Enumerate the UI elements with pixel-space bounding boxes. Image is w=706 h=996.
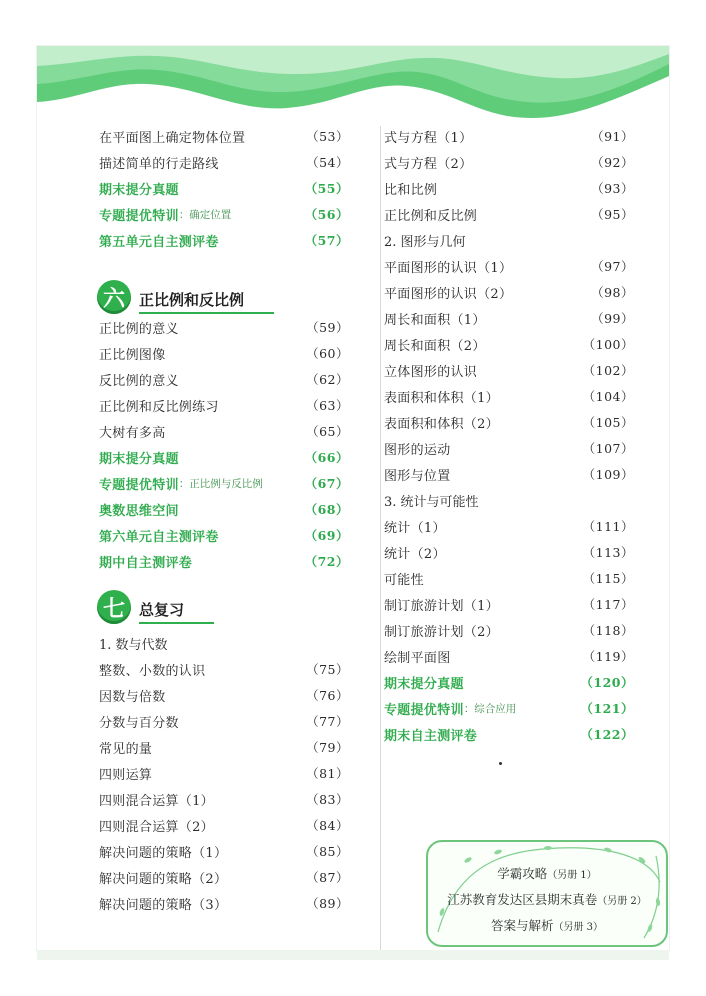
toc-entry-title: 专题提优特训 <box>384 702 464 718</box>
toc-entry-page: （120） <box>580 675 634 690</box>
toc-entry-page: （65） <box>306 424 349 439</box>
toc-entry[interactable] <box>384 670 634 694</box>
toc-entry-title: 解决问题的策略（3） <box>99 897 228 913</box>
header-wave-decoration <box>37 46 669 136</box>
toc-entry[interactable] <box>99 865 349 889</box>
toc-entry[interactable] <box>99 813 349 837</box>
toc-entry-page: （113） <box>582 545 634 560</box>
toc-entry-title: 奥数思维空间 <box>99 503 179 519</box>
toc-entry[interactable] <box>99 523 349 547</box>
toc-entry[interactable] <box>99 683 349 707</box>
bonus-line-1 <box>428 864 666 882</box>
toc-entry-title: 正比例和反比例练习 <box>99 399 219 415</box>
toc-entry-title: 分数与百分数 <box>99 715 179 731</box>
toc-entry[interactable] <box>99 124 349 148</box>
toc-entry-page: （63） <box>306 398 349 413</box>
toc-entry-page: （89） <box>306 896 349 911</box>
toc-entry[interactable] <box>384 150 634 174</box>
toc-entry[interactable] <box>99 891 349 915</box>
toc-entry-title: 统计（1） <box>384 520 446 536</box>
toc-entry-title: 期末提分真题 <box>99 451 179 467</box>
toc-entry[interactable] <box>99 176 349 200</box>
toc-entry[interactable] <box>99 150 349 174</box>
toc-entry-page: （118） <box>582 623 634 638</box>
toc-entry[interactable] <box>99 471 349 495</box>
toc-entry-title: 式与方程（2） <box>384 156 473 172</box>
toc-entry[interactable] <box>384 384 634 408</box>
toc-entry-page: （104） <box>582 389 634 404</box>
supplement-box <box>426 840 668 947</box>
toc-entry-page: （60） <box>306 346 349 361</box>
toc-entry-title: 统计（2） <box>384 546 446 562</box>
toc-entry-page: （92） <box>591 155 634 170</box>
toc-entry[interactable] <box>99 445 349 469</box>
bonus-note: （另册 3） <box>553 922 604 933</box>
toc-entry-title: 四则混合运算（1） <box>99 793 214 809</box>
toc-entry-page: （67） <box>304 476 349 491</box>
toc-entry[interactable] <box>99 787 349 811</box>
toc-entry-title: 周长和面积（1） <box>384 312 486 328</box>
toc-entry-page: （57） <box>304 233 349 248</box>
toc-entry-title: 四则混合运算（2） <box>99 819 214 835</box>
toc-entry[interactable] <box>384 618 634 642</box>
toc-entry[interactable] <box>99 315 349 339</box>
bonus-title: 江苏教育发达区县期末真卷 <box>447 892 598 907</box>
toc-entry-subtitle: ：确定位置 <box>178 208 232 221</box>
toc-entry-page: （95） <box>591 207 634 222</box>
toc-entry-title: 专题提优特训 <box>99 208 179 224</box>
toc-entry-title: 表面积和体积（1） <box>384 390 499 406</box>
toc-entry-title: 解决问题的策略（2） <box>99 871 228 887</box>
toc-entry-title: 期末自主测评卷 <box>384 728 478 744</box>
toc-entry-page: （72） <box>304 554 349 569</box>
toc-entry-page: （59） <box>306 320 349 335</box>
toc-entry[interactable] <box>384 644 634 668</box>
toc-entry[interactable] <box>99 709 349 733</box>
toc-entry-title: 绘制平面图 <box>384 650 451 666</box>
toc-entry-title: 立体图形的认识 <box>384 364 478 380</box>
toc-entry-title: 期中自主测评卷 <box>99 555 193 571</box>
toc-entry[interactable] <box>99 497 349 521</box>
toc-entry[interactable] <box>384 696 634 720</box>
toc-entry-page: （100） <box>582 337 634 352</box>
toc-entry-page: （98） <box>591 285 634 300</box>
toc-entry[interactable] <box>384 514 634 538</box>
toc-entry-page: （111） <box>582 519 634 534</box>
section-title: 总复习 <box>139 599 214 624</box>
toc-entry-page: （97） <box>591 259 634 274</box>
toc-entry-page: （53） <box>306 129 349 144</box>
toc-entry-title: 可能性 <box>384 572 424 588</box>
toc-entry[interactable] <box>384 254 634 278</box>
section-number-badge: 七 <box>97 590 131 624</box>
toc-entry-title: 大树有多高 <box>99 425 166 441</box>
toc-entry-page: （119） <box>582 649 634 664</box>
toc-entry-title: 专题提优特训 <box>99 477 179 493</box>
toc-entry[interactable] <box>384 124 634 148</box>
toc-entry-title: 期末提分真题 <box>99 182 179 198</box>
toc-entry-page: （105） <box>582 415 634 430</box>
toc-entry-page: （68） <box>304 502 349 517</box>
toc-entry-title: 正比例图像 <box>99 347 166 363</box>
toc-entry-page: （87） <box>306 870 349 885</box>
toc-entry-title: 制订旅游计划（2） <box>384 624 499 640</box>
toc-entry[interactable] <box>99 228 349 252</box>
toc-entry-page: （84） <box>306 818 349 833</box>
toc-entry[interactable] <box>99 393 349 417</box>
toc-entry-title: 图形与位置 <box>384 468 451 484</box>
toc-entry-page: （102） <box>582 363 634 378</box>
section-header <box>97 274 274 314</box>
toc-entry-page: （55） <box>304 181 349 196</box>
subsection-heading: 2. 图形与几何 <box>384 234 466 250</box>
toc-entry[interactable] <box>384 280 634 304</box>
toc-entry[interactable] <box>384 332 634 356</box>
bonus-title: 学霸攻略 <box>497 866 548 881</box>
toc-entry[interactable] <box>384 462 634 486</box>
toc-entry-page: （117） <box>582 597 634 612</box>
toc-entry-page: （54） <box>306 155 349 170</box>
toc-entry-title: 整数、小数的认识 <box>99 663 206 679</box>
toc-entry-page: （91） <box>591 129 634 144</box>
toc-entry[interactable] <box>99 657 349 681</box>
toc-entry-page: （76） <box>306 688 349 703</box>
toc-entry-page: （115） <box>582 571 634 586</box>
toc-entry-page: （121） <box>580 701 634 716</box>
bonus-note: （另册 1） <box>547 870 597 881</box>
toc-entry-title: 常见的量 <box>99 741 153 757</box>
toc-entry-subtitle: ：正比例与反比例 <box>178 477 263 490</box>
bonus-line-2 <box>428 890 666 908</box>
toc-entry-page: （79） <box>306 740 349 755</box>
toc-entry[interactable] <box>99 341 349 365</box>
toc-entry-title: 第五单元自主测评卷 <box>99 234 219 250</box>
toc-entry[interactable] <box>99 735 349 759</box>
toc-entry-page: （75） <box>306 662 349 677</box>
toc-entry-page: （99） <box>591 311 634 326</box>
section-header <box>97 584 214 624</box>
toc-entry-title: 平面图形的认识（1） <box>384 260 513 276</box>
toc-entry[interactable] <box>99 761 349 785</box>
toc-entry[interactable] <box>384 176 634 200</box>
toc-entry-page: （56） <box>304 207 349 222</box>
toc-entry-title: 制订旅游计划（1） <box>384 598 499 614</box>
print-dot <box>499 762 502 765</box>
toc-entry-page: （93） <box>591 181 634 196</box>
toc-entry[interactable] <box>99 202 349 226</box>
toc-entry-title: 图形的运动 <box>384 442 451 458</box>
toc-page <box>37 46 669 950</box>
toc-entry-title: 正比例的意义 <box>99 321 179 337</box>
subsection-heading: 3. 统计与可能性 <box>384 494 479 510</box>
toc-entry-title: 描述简单的行走路线 <box>99 156 219 172</box>
toc-entry-page: （107） <box>582 441 634 456</box>
column-divider <box>380 126 381 950</box>
toc-entry[interactable] <box>99 419 349 443</box>
toc-entry-page: （69） <box>304 528 349 543</box>
bonus-line-3 <box>428 916 666 934</box>
toc-entry-title: 第六单元自主测评卷 <box>99 529 219 545</box>
toc-entry-title: 解决问题的策略（1） <box>99 845 228 861</box>
toc-entry-page: （122） <box>580 727 634 742</box>
toc-entry[interactable] <box>384 540 634 564</box>
toc-entry[interactable] <box>384 202 634 226</box>
toc-entry[interactable] <box>99 549 349 573</box>
toc-entry-page: （83） <box>306 792 349 807</box>
toc-entry[interactable] <box>99 367 349 391</box>
toc-entry[interactable] <box>384 592 634 616</box>
section-number-badge: 六 <box>97 280 131 314</box>
toc-entry[interactable] <box>384 358 634 382</box>
toc-entry-title: 四则运算 <box>99 767 153 783</box>
toc-entry[interactable] <box>384 722 634 746</box>
page-bottom-strip <box>37 950 669 960</box>
section-title: 正比例和反比例 <box>139 289 274 314</box>
subsection-heading: 1. 数与代数 <box>99 637 168 653</box>
bonus-note: （另册 2） <box>597 896 647 907</box>
toc-entry-title: 平面图形的认识（2） <box>384 286 513 302</box>
toc-entry-page: （77） <box>306 714 349 729</box>
toc-entry[interactable] <box>384 566 634 590</box>
toc-entry-title: 比和比例 <box>384 182 438 198</box>
toc-entry-title: 正比例和反比例 <box>384 208 478 224</box>
toc-entry-subtitle: ：综合应用 <box>463 702 517 715</box>
toc-entry[interactable] <box>384 410 634 434</box>
toc-entry-page: （109） <box>582 467 634 482</box>
toc-entry-page: （85） <box>306 844 349 859</box>
toc-entry-title: 因数与倍数 <box>99 689 166 705</box>
toc-entry-title: 反比例的意义 <box>99 373 179 389</box>
toc-entry-title: 在平面图上确定物体位置 <box>99 130 246 146</box>
toc-entry-title: 期末提分真题 <box>384 676 464 692</box>
bonus-title: 答案与解析 <box>490 918 554 933</box>
toc-entry-title: 周长和面积（2） <box>384 338 486 354</box>
toc-entry-page: （62） <box>306 372 349 387</box>
toc-entry[interactable] <box>384 436 634 460</box>
toc-entry-page: （66） <box>304 450 349 465</box>
toc-entry[interactable] <box>99 839 349 863</box>
toc-entry[interactable] <box>384 306 634 330</box>
toc-entry-title: 式与方程（1） <box>384 130 473 146</box>
toc-entry-page: （81） <box>306 766 349 781</box>
toc-entry-title: 表面积和体积（2） <box>384 416 499 432</box>
